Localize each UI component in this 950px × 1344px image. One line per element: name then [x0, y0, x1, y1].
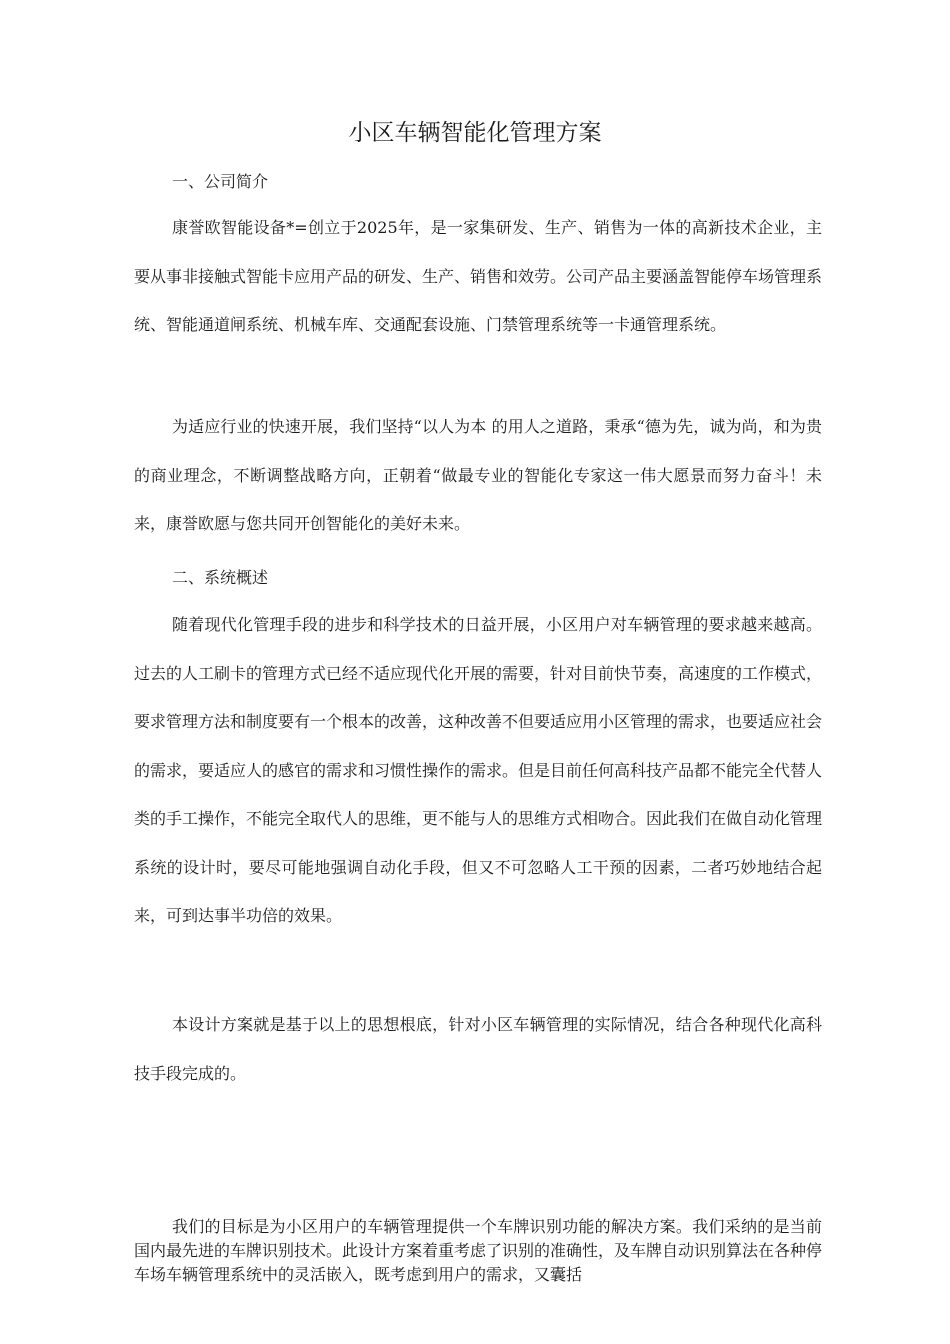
- paragraph-system-overview-3: 我们的目标是为小区用户的车辆管理提供一个车牌识别功能的解决方案。我们采纳的是当前国内最先进的车牌识别技术。此设计方案着重考虑了识别的准确性，及车牌自动识别算法在各种停车场车辆管理系统中的灵活嵌入，既考虑到用户的需求，又囊括: [134, 1217, 823, 1284]
- section-heading-system-overview: 二、系统概述: [172, 568, 269, 587]
- document-title: 小区车辆智能化管理方案: [348, 120, 602, 146]
- paragraph-company-intro-2: 为适应行业的快速开展，我们坚持“以人为本 的用人之道路，秉承“德为先，诚为尚，和为贵 的商业理念，不断调整战略方向，正朝着“做最专业的智能化专家这一伟大愿景而努力奋斗！未来，康誉欧愿与您共同开创智能化的美好未来。: [134, 417, 822, 533]
- paragraph-company-intro-1: 康誉欧智能设备*=创立于2025年，是一家集研发、生产、销售为一体的高新技术企业，主要从事非接触式智能卡应用产品的研发、生产、销售和效劳。公司产品主要涵盖智能停车场管理系统、智能通道闸系统、机械车库、交通配套设施、门禁管理系统等一卡通管理系统。: [134, 218, 823, 334]
- paragraph-system-overview-2: 本设计方案就是基于以上的思想根底，针对小区车辆管理的实际情况，结合各种现代化高科技手段完成的。: [134, 1015, 822, 1083]
- paragraph-system-overview-1: 随着现代化管理手段的进步和科学技术的日益开展，小区用户对车辆管理的要求越来越高。过去的人工刷卡的管理方式已经不适应现代化开展的需要，针对目前快节奏，高速度的工作模式，要求管理方法和制度要有一个根本的改善，这种改善不但要适应用小区管理的需求，也要适应社会的需求，要适应人的感官的需求和习惯性操作的需求。但是目前任何高科技产品都不能完全代替人类的手工操作，不能完全取代人的思维，更不能与人的思维方式相吻合。因此我们在做自动化管理系统的设计时，要尽可能地强调自动化手段，但又不可忽略人工干预的因素，二者巧妙地结合起来，可到达事半功倍的效果。: [134, 615, 823, 925]
- section-heading-company-intro: 一、公司简介: [172, 172, 269, 191]
